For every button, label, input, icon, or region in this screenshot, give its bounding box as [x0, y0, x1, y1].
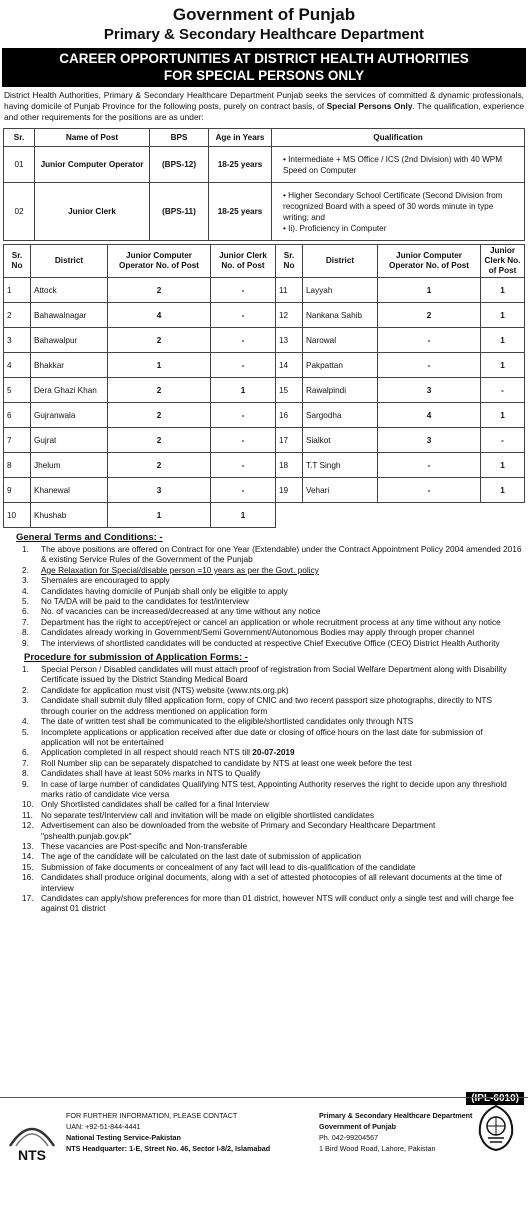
district-name: Layyah	[303, 278, 378, 303]
jc-posts	[481, 503, 525, 528]
district-name: Dera Ghazi Khan	[31, 378, 108, 403]
district-name: Bahawalnagar	[31, 303, 108, 328]
intro-bold: Special Persons Only	[326, 101, 413, 111]
term-item	[0, 627, 522, 637]
term-number: 6.	[22, 606, 29, 617]
procedure-number: 15.	[22, 861, 34, 872]
district-name: Attock	[31, 278, 108, 303]
post-sr: 02	[4, 183, 35, 241]
term-text: The interviews of shortlisted candidates will be conducted at respective Chief Executive Office (CEO) District Health Authority	[41, 637, 500, 648]
term-item	[0, 575, 522, 585]
procedure-number: 11.	[22, 809, 33, 820]
district-header-cell: Sr. No	[276, 245, 303, 278]
dept-gov: Government of Punjab	[319, 1122, 397, 1131]
term-text: Department has the right to accept/reject or cancel an application or whole recruitment process at any time without any notice	[41, 616, 501, 627]
procedure-item	[0, 768, 522, 778]
jco-posts: 1	[378, 278, 481, 303]
jco-posts: 2	[108, 278, 211, 303]
jco-posts: 1	[108, 353, 211, 378]
nts-logo-icon	[6, 1116, 58, 1166]
term-item	[0, 544, 522, 565]
term-number: 5.	[22, 596, 29, 607]
jc-posts: 1	[481, 278, 525, 303]
jc-posts: -	[211, 478, 276, 503]
post-age: 18-25 years	[209, 183, 272, 241]
procedure-list	[0, 664, 528, 914]
general-terms-title-text: General Terms and Conditions: -	[16, 532, 163, 543]
procedure-text: Special Person / Disabled candidates will must attach proof of registration from Social Welfare Department along with Disability Certificate issued by the District Standing Medical Board	[41, 664, 507, 685]
procedure-number: 10.	[22, 799, 34, 810]
dept-name: Primary & Secondary Healthcare Department	[319, 1111, 473, 1120]
procedure-text: Only Shortlisted candidates shall be called for a final Interview	[41, 799, 269, 810]
jc-posts: -	[211, 303, 276, 328]
procedure-text: Incomplete applications or application received after due date or closing of office hours on the last date for submission of application will not be entertained	[41, 726, 483, 747]
procedure-number: 1.	[22, 664, 29, 675]
district-row	[4, 428, 525, 453]
banner-line2: FOR SPECIAL PERSONS ONLY	[163, 68, 365, 83]
procedure-number: 12.	[22, 820, 34, 831]
procedure-item	[0, 758, 522, 768]
jco-posts: -	[378, 478, 481, 503]
district-row	[4, 328, 525, 353]
procedure-text: In case of large number of candidates Qualifying NTS test, Appointing Authority reserves the right to decide upon any threshold marks ratio of candidate vice versa	[41, 778, 507, 799]
district-header-cell: Junior Computer Operator No. of Post	[108, 245, 211, 278]
district-row	[4, 378, 525, 403]
district-sr: 10	[4, 503, 31, 528]
term-text: Shemales are encouraged to apply	[41, 575, 170, 586]
term-item	[0, 586, 522, 596]
jc-posts: 1	[481, 403, 525, 428]
term-text: No TA/DA will be paid to the candidates for test/interview	[41, 596, 249, 607]
procedure-item	[0, 779, 522, 800]
jc-posts: 1	[481, 328, 525, 353]
header-line1: Government of Punjab	[172, 5, 356, 24]
procedure-number: 6.	[22, 747, 29, 758]
district-sr: 14	[276, 353, 303, 378]
district-sr: 5	[4, 378, 31, 403]
procedure-item	[0, 810, 522, 820]
posts-row	[4, 183, 525, 241]
district-row	[4, 503, 525, 528]
district-name: Pakpattan	[303, 353, 378, 378]
post-sr: 01	[4, 147, 35, 183]
posts-header-cell: Qualification	[272, 129, 525, 147]
term-item	[0, 638, 522, 648]
procedure-text: No separate test/Interview call and invitation will be made on eligible shortlisted candidates	[41, 809, 374, 820]
term-number: 2.	[22, 564, 29, 575]
procedure-number: 2.	[22, 684, 29, 695]
jco-posts: 4	[378, 403, 481, 428]
procedure-text: Advertisement can also be downloaded from the website of Primary and Secondary Healthcare Department "pshealth.punjab.gov.pk"	[41, 820, 436, 841]
district-sr: 4	[4, 353, 31, 378]
term-item	[0, 596, 522, 606]
nts-logo-text: NTS	[18, 1147, 46, 1163]
posts-table	[3, 128, 525, 241]
district-sr: 8	[4, 453, 31, 478]
jco-posts: 1	[108, 503, 211, 528]
district-name: Vehari	[303, 478, 378, 503]
procedure-text: Application completed in all respect should reach NTS till	[41, 747, 253, 758]
jco-posts: 2	[108, 453, 211, 478]
jc-posts: 1	[481, 303, 525, 328]
nts-name: National Testing Service-Pakistan	[66, 1133, 181, 1142]
district-sr: 15	[276, 378, 303, 403]
post-bps: (BPS-12)	[150, 147, 209, 183]
procedure-number: 17.	[22, 893, 34, 903]
post-bps: (BPS-11)	[150, 183, 209, 241]
procedure-text: Submission of fake documents or concealment of any fact will lead to dis-qualification of the candidate	[41, 861, 416, 872]
procedure-number: 3.	[22, 695, 29, 706]
procedure-item	[0, 799, 522, 809]
procedure-text: The age of the candidate will be calculated on the last date of submission of application	[41, 851, 362, 862]
district-sr: 2	[4, 303, 31, 328]
intro-text2: . The qualification, experience and other requirements for the positions are as under:	[4, 101, 525, 122]
district-name: T.T Singh	[303, 453, 378, 478]
district-row	[4, 478, 525, 503]
jco-posts: 2	[378, 303, 481, 328]
procedure-item	[0, 893, 522, 914]
jco-posts: 3	[378, 378, 481, 403]
title-banner	[2, 48, 526, 87]
term-number: 3.	[22, 575, 29, 586]
procedure-text: Candidates shall have at least 50% marks in NTS to Qualify	[41, 768, 261, 779]
term-number: 9.	[22, 637, 29, 648]
term-item	[0, 606, 522, 616]
procedure-item	[0, 727, 522, 748]
qualification-item: • Intermediate + MS Office / ICS (2nd Division) with 40 WPM Speed on Computer	[283, 154, 521, 176]
district-header-cell: Junior Computer Operator No. of Post	[378, 245, 481, 278]
procedure-item	[0, 820, 522, 841]
district-sr: 7	[4, 428, 31, 453]
district-sr: 16	[276, 403, 303, 428]
posts-header-row	[4, 129, 525, 147]
district-sr: 9	[4, 478, 31, 503]
jc-posts: 1	[481, 478, 525, 503]
jco-posts: -	[378, 328, 481, 353]
procedure-number: 13.	[22, 840, 34, 851]
jco-posts: 2	[108, 403, 211, 428]
procedure-number: 14.	[22, 851, 34, 862]
posts-header-cell: Age in Years	[209, 129, 272, 147]
district-sr: 17	[276, 428, 303, 453]
jco-posts: 4	[108, 303, 211, 328]
post-name: Junior Computer Operator	[35, 147, 150, 183]
district-table	[3, 244, 525, 528]
district-name: Gujranwala	[31, 403, 108, 428]
jco-posts: -	[378, 453, 481, 478]
qualification-item: • Ii). Proficiency in Computer	[283, 223, 521, 234]
district-name: Sialkot	[303, 428, 378, 453]
procedure-text: Candidate shall submit duly filled application form, copy of CNIC and two recent passport size photographs, directly to NTS through courier on the address mentioned on application form	[41, 695, 493, 716]
district-name: Bahawalpur	[31, 328, 108, 353]
procedure-text: Candidates can apply/show preferences for more than 01 district, however NTS will conduct only a single test and will charge fee against 01 district	[41, 893, 514, 914]
dept-contact-block	[319, 1110, 472, 1154]
district-row	[4, 453, 525, 478]
procedure-text: The date of written test shall be communicated to the eligible/shortlisted candidates only through NTS	[41, 716, 414, 727]
jc-posts: -	[211, 328, 276, 353]
district-header-row	[4, 245, 525, 278]
district-sr: 13	[276, 328, 303, 353]
procedure-item	[0, 695, 522, 716]
procedure-title	[24, 652, 528, 663]
jc-posts: 1	[481, 353, 525, 378]
district-name: Sargodha	[303, 403, 378, 428]
uan-number: UAN: +92-51-844-4441	[66, 1122, 141, 1131]
procedure-number: 9.	[22, 778, 29, 789]
jco-posts	[378, 503, 481, 528]
procedure-text: Candidate for application must visit (NTS) website (www.nts.org.pk)	[41, 684, 289, 695]
deadline-date: 20-07-2019	[252, 747, 295, 758]
term-number: 7.	[22, 616, 29, 627]
district-sr: 3	[4, 328, 31, 353]
procedure-number: 4.	[22, 716, 29, 727]
procedure-text: Roll Number slip can be separately dispatched to candidate by NTS at least one week before the test	[41, 757, 412, 768]
term-item	[0, 565, 522, 575]
district-name: Bhakkar	[31, 353, 108, 378]
term-text: Age Relaxation for Special/disable person =10 years as per the Govt. policy	[41, 564, 319, 575]
jc-posts: 1	[481, 453, 525, 478]
jc-posts: 1	[211, 503, 276, 528]
district-row	[4, 403, 525, 428]
district-row	[4, 353, 525, 378]
term-number: 1.	[22, 544, 29, 554]
jc-posts: -	[211, 453, 276, 478]
term-item	[0, 617, 522, 627]
district-row	[4, 278, 525, 303]
general-terms-list	[0, 544, 528, 648]
term-text: Candidates already working in Government/Semi Government/Autonomous Bodies may apply through proper channel	[41, 627, 475, 638]
jco-posts: 3	[108, 478, 211, 503]
banner-line1: CAREER OPPORTUNITIES AT DISTRICT HEALTH AUTHORITIES	[59, 51, 469, 66]
jco-posts: 3	[378, 428, 481, 453]
district-header-cell: Junior Clerk No. of Post	[481, 245, 525, 278]
district-header-cell: Sr. No	[4, 245, 31, 278]
post-qualification	[272, 183, 525, 241]
post-age: 18-25 years	[209, 147, 272, 183]
district-header-cell: Junior Clerk No. of Post	[211, 245, 276, 278]
district-header-cell: District	[303, 245, 378, 278]
posts-row	[4, 147, 525, 183]
district-name: Khushab	[31, 503, 108, 528]
district-row	[4, 303, 525, 328]
procedure-item	[0, 862, 522, 872]
post-qualification	[272, 147, 525, 183]
procedure-text: These vacancies are Post-specific and Non-transferable	[41, 840, 248, 851]
header-line2: Primary & Secondary Healthcare Department	[103, 26, 425, 43]
term-text: The above positions are offered on Contract for one Year (Extendable) under the Contract Appointment Policy 2004 amended 2016 & existing Service Rules of the Government of the Punjab	[41, 544, 522, 565]
district-header-cell: District	[31, 245, 108, 278]
district-sr	[276, 503, 303, 528]
jc-posts: -	[211, 353, 276, 378]
dept-phone: Ph. 042-99204567	[319, 1133, 379, 1142]
procedure-number: 8.	[22, 768, 29, 779]
general-terms-title	[16, 532, 528, 543]
ipl-badge: (IPL-6010)	[466, 1092, 524, 1105]
procedure-text: Candidates shall produce original documents, along with a set of attested photocopies of all relevant documents at the time of interview	[41, 872, 502, 893]
district-sr: 12	[276, 303, 303, 328]
intro-paragraph	[0, 87, 528, 123]
procedure-item	[0, 872, 522, 893]
district-name: Gujrat	[31, 428, 108, 453]
nts-contact-block	[66, 1110, 270, 1154]
jc-posts: -	[211, 403, 276, 428]
intro-text: District Health Authorities, Primary & Secondary Healthcare Department Punjab seeks the services of committed & dynamic professionals, having domicile of Punjab Province for the following posts, purely on contract basis, of	[4, 90, 524, 111]
term-number: 8.	[22, 627, 29, 638]
district-name: Khanewal	[31, 478, 108, 503]
posts-header-cell: Sr.	[4, 129, 35, 147]
term-text: No. of vacancies can be increased/decreased at any time without any notice	[41, 606, 321, 617]
district-sr: 19	[276, 478, 303, 503]
jc-posts: -	[481, 428, 525, 453]
procedure-item	[0, 747, 522, 757]
dept-address: 1 Bird Wood Road, Lahore, Pakistan	[319, 1144, 436, 1153]
procedure-item	[0, 664, 522, 685]
jc-posts: 1	[211, 378, 276, 403]
district-sr: 11	[276, 278, 303, 303]
district-sr: 1	[4, 278, 31, 303]
contact-title: FOR FURTHER INFORMATION, PLEASE CONTACT	[66, 1111, 238, 1120]
procedure-number: 5.	[22, 726, 29, 737]
procedure-title-text: Procedure for submission of Application Forms: -	[24, 652, 248, 664]
jco-posts: 2	[108, 328, 211, 353]
procedure-number: 16.	[22, 872, 34, 883]
procedure-item	[0, 841, 522, 851]
district-name: Jhelum	[31, 453, 108, 478]
punjab-seal-icon	[474, 1104, 518, 1152]
jco-posts: 2	[108, 428, 211, 453]
term-text: Candidates having domicile of Punjab shall only be eligible to apply	[41, 585, 288, 596]
jc-posts: -	[211, 278, 276, 303]
jc-posts: -	[211, 428, 276, 453]
qualification-item: • Higher Secondary School Certificate (Second Division from recognized Board with a speed of 30 words minute in type writing; and	[283, 190, 521, 223]
posts-header-cell: BPS	[150, 129, 209, 147]
jco-posts: 2	[108, 378, 211, 403]
jc-posts: -	[481, 378, 525, 403]
jco-posts: -	[378, 353, 481, 378]
district-name: Narowal	[303, 328, 378, 353]
procedure-item	[0, 716, 522, 726]
procedure-item	[0, 851, 522, 861]
term-number: 4.	[22, 585, 29, 596]
district-name: Nankana Sahib	[303, 303, 378, 328]
nts-address: NTS Headquarter: 1-E, Street No. 46, Sector I-8/2, Islamabad	[66, 1144, 271, 1153]
post-name: Junior Clerk	[35, 183, 150, 241]
district-name: Rawalpindi	[303, 378, 378, 403]
posts-header-cell: Name of Post	[35, 129, 150, 147]
district-sr: 6	[4, 403, 31, 428]
procedure-number: 7.	[22, 757, 29, 768]
district-sr: 18	[276, 453, 303, 478]
procedure-item	[0, 685, 522, 695]
district-name	[303, 503, 378, 528]
